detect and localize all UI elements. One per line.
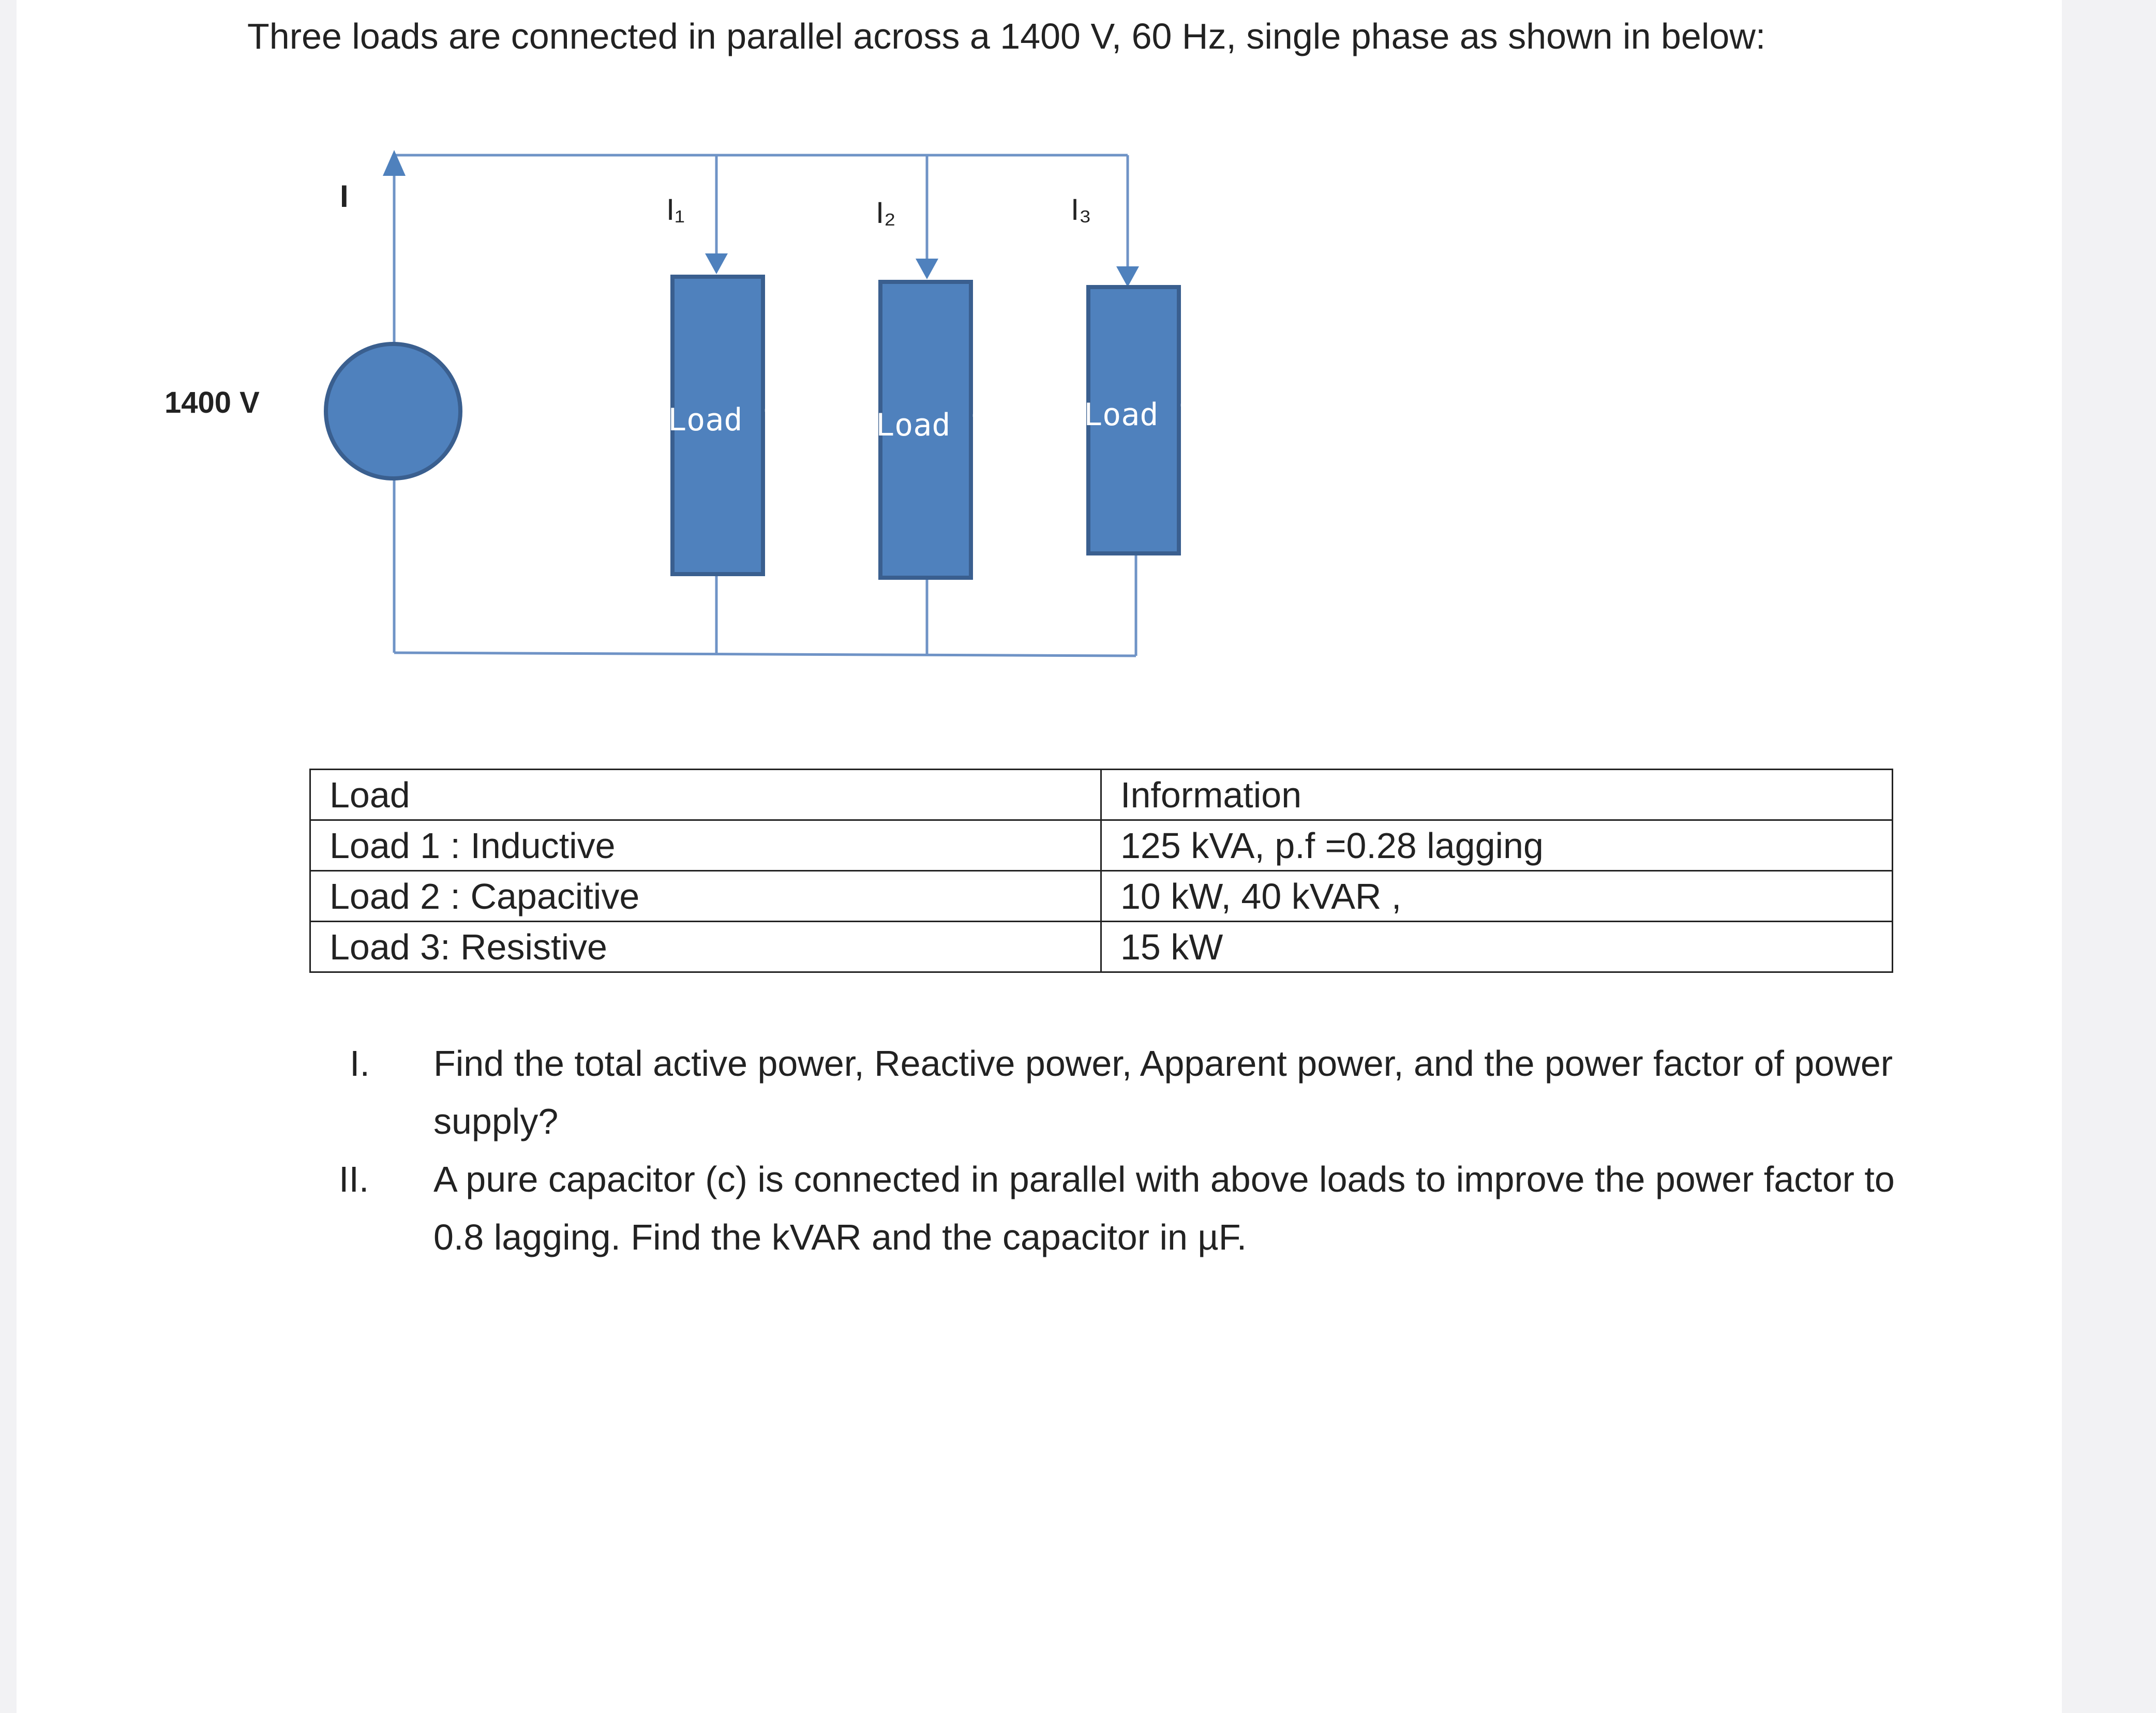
table-row [310,922,1893,972]
table-header-row [310,770,1893,820]
branch-current-1-label: I₁ [666,193,685,227]
branch-3-current-arrow [1116,266,1139,287]
load-cell: Load 3: Resistive [310,922,1101,972]
question-2-text: A pure capacitor (c) is connected in parallel with above loads to improve the power factor to 0.8 lagging. Find the kVAR and the capacitor in µF. [433,1159,1895,1257]
circuit-diagram [0,0,2156,724]
question-1-text: Find the total active power, Reactive power, Apparent power, and the power factor of power supply? [433,1043,1893,1141]
information-cell: 15 kW [1101,922,1893,972]
branch-2-current-arrow [916,259,938,279]
load-2-label: Load 1 [876,407,988,443]
bottom-bus-wire [394,653,1136,656]
load-cell: Load 1 : Inductive [310,820,1101,871]
load-1-label: Load 1 [668,402,780,438]
question-2-number: II. [339,1159,369,1199]
load-information-table [309,769,1893,973]
header-information: Information [1101,770,1893,820]
branch-1-current-arrow [705,253,728,274]
branch-current-2-label: I₂ [876,196,896,230]
problem-statement: Three loads are connected in parallel across a 1400 V, 60 Hz, single phase as shown in below: [247,16,1766,56]
load-cell: Load 2 : Capacitive [310,871,1101,922]
header-load: Load [310,770,1101,820]
table-row [310,820,1893,871]
table-row [310,871,1893,922]
load-3-label: Load 1 [1084,397,1196,433]
source-voltage-label: 1400 V [164,386,260,419]
total-current-label: I [340,179,349,214]
question-1-number: I. [350,1043,370,1084]
information-cell: 125 kVA, p.f =0.28 lagging [1101,820,1893,871]
information-cell: 10 kW, 40 kVAR , [1101,871,1893,922]
voltage-source [326,344,460,478]
branch-current-3-label: I₃ [1071,193,1091,227]
